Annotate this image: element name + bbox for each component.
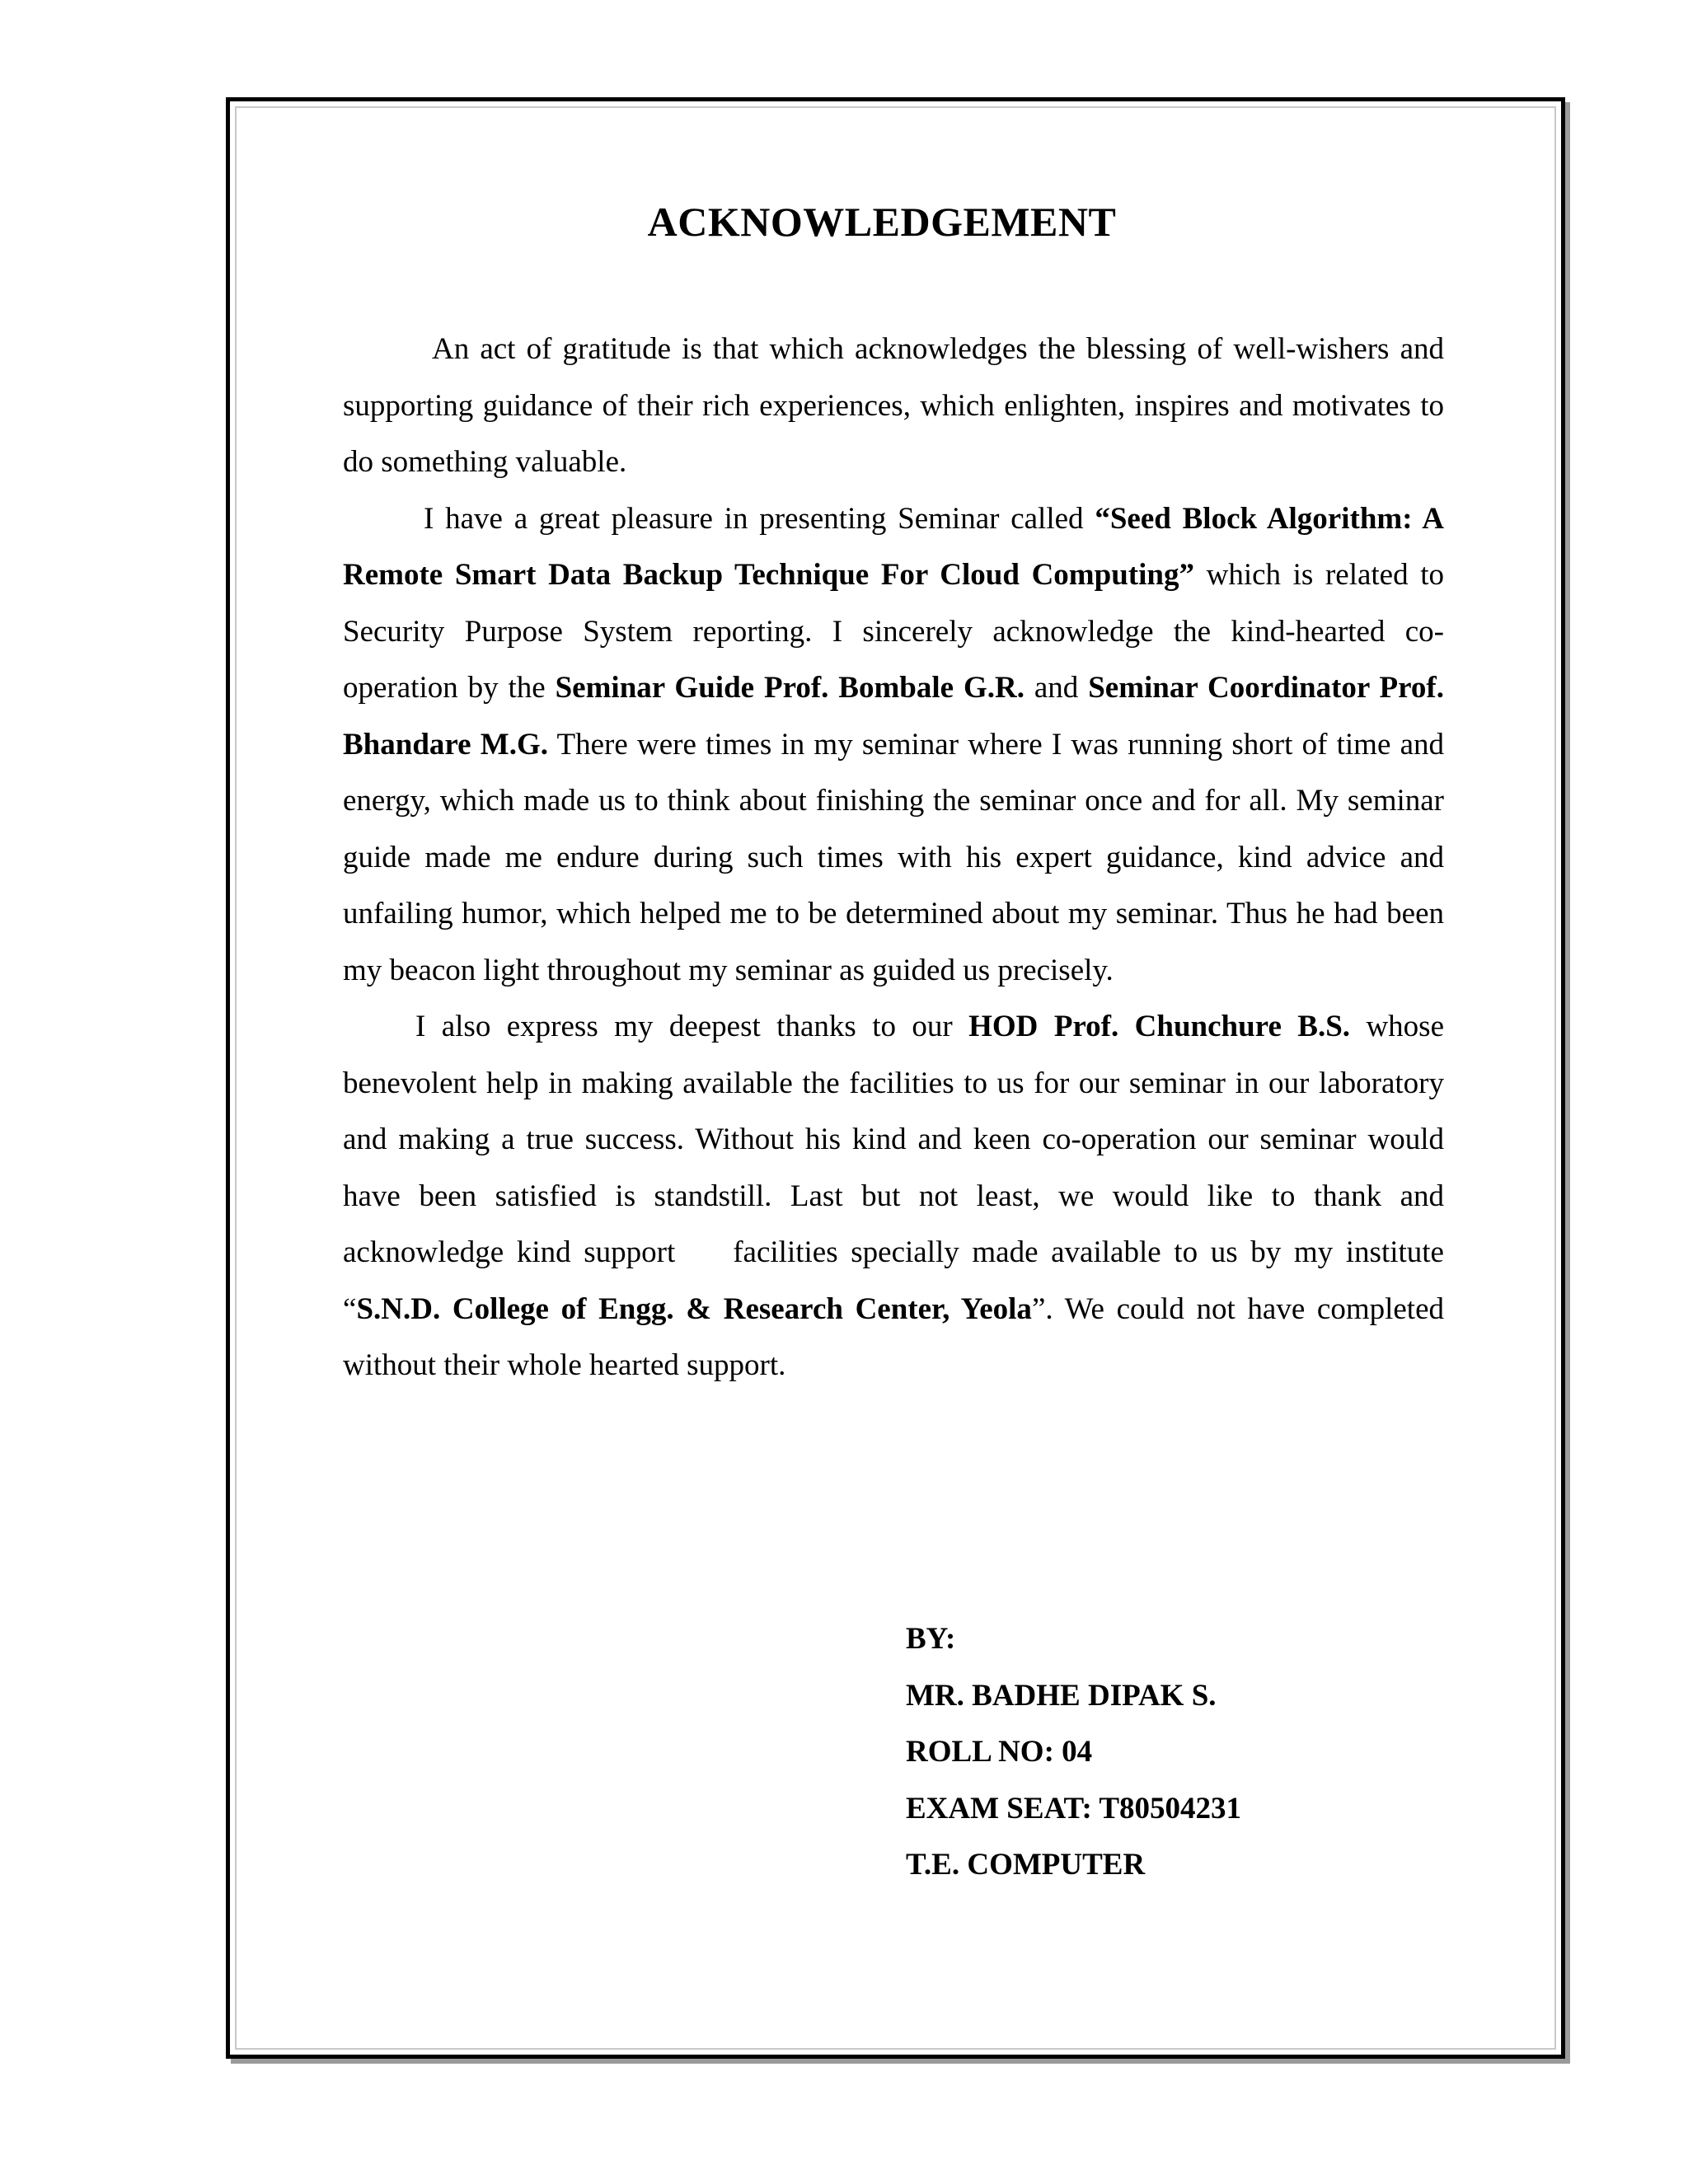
page-title: ACKNOWLEDGEMENT	[647, 199, 1117, 245]
paragraph-3-text-4: ”. We could not have completed without their whole hearted support.	[343, 1291, 1444, 1382]
acknowledgement-body	[343, 321, 1444, 1394]
signature-block	[906, 1611, 1241, 1894]
page-border-shadow-right	[1565, 102, 1570, 2064]
student-name: MR. BADHE DIPAK S.	[906, 1678, 1217, 1713]
paragraph-2-text-4: There were times in my seminar where I was running short of time and energy, which made us to think about finishing the seminar once and for all. My seminar guide made me endure during such times with his expert guidance, kind advice and unfailing humor, which helped me to be determined about my seminar. Thus he had been my beacon light throughout my seminar as guided us precisely.	[343, 727, 1444, 987]
paragraph-3-text-3: facilities specially made available to us by my institute “	[343, 1235, 1444, 1326]
paragraph-3-text-1: I also express my deepest thanks to our	[415, 1010, 969, 1043]
institute-name: S.N.D. College of Engg. & Research Center, Yeola	[356, 1291, 1032, 1326]
paragraph-1-text: An act of gratitude is that which acknowledges the blessing of well-wishers and supporting guidance of their rich experiences, which enlighten, inspires and motivates to do something valuable.	[343, 332, 1444, 479]
paragraph-3	[343, 999, 1444, 1394]
paragraph-2-text-1: I have a great pleasure in presenting Seminar called	[424, 501, 1095, 536]
seminar-coordinator: Seminar Coordinator Prof. Bhandare M.G.	[343, 671, 1444, 762]
seminar-guide: Seminar Guide Prof. Bombale G.R.	[555, 671, 1025, 705]
hod-name: HOD Prof. Chunchure B.S.	[968, 1010, 1351, 1043]
paragraph-2-text-3: and	[1024, 671, 1089, 705]
paragraph-2	[343, 491, 1444, 1000]
signature-by: BY:	[906, 1622, 956, 1656]
paragraph-1	[343, 321, 1444, 491]
class-name: T.E. COMPUTER	[906, 1848, 1146, 1882]
paragraph-3-text-2: whose benevolent help in making available the facilities to us for our seminar in our laboratory and making a true success. Without his kind and keen co-operation our seminar would have been satisfied is standstill. Last but not least, we would like to thank and acknowledge kind support	[343, 1010, 1445, 1269]
exam-seat: EXAM SEAT: T80504231	[906, 1791, 1242, 1825]
page-border-shadow-bottom	[231, 2059, 1570, 2064]
seminar-title: “Seed Block Algorithm: A Remote Smart Data Backup Technique For Cloud Computing”	[343, 501, 1444, 592]
paragraph-2-text-2: which is related to Security Purpose System reporting. I sincerely acknowledge the kind-hearted co- operation by the	[343, 558, 1444, 705]
roll-number: ROLL NO: 04	[906, 1735, 1093, 1769]
